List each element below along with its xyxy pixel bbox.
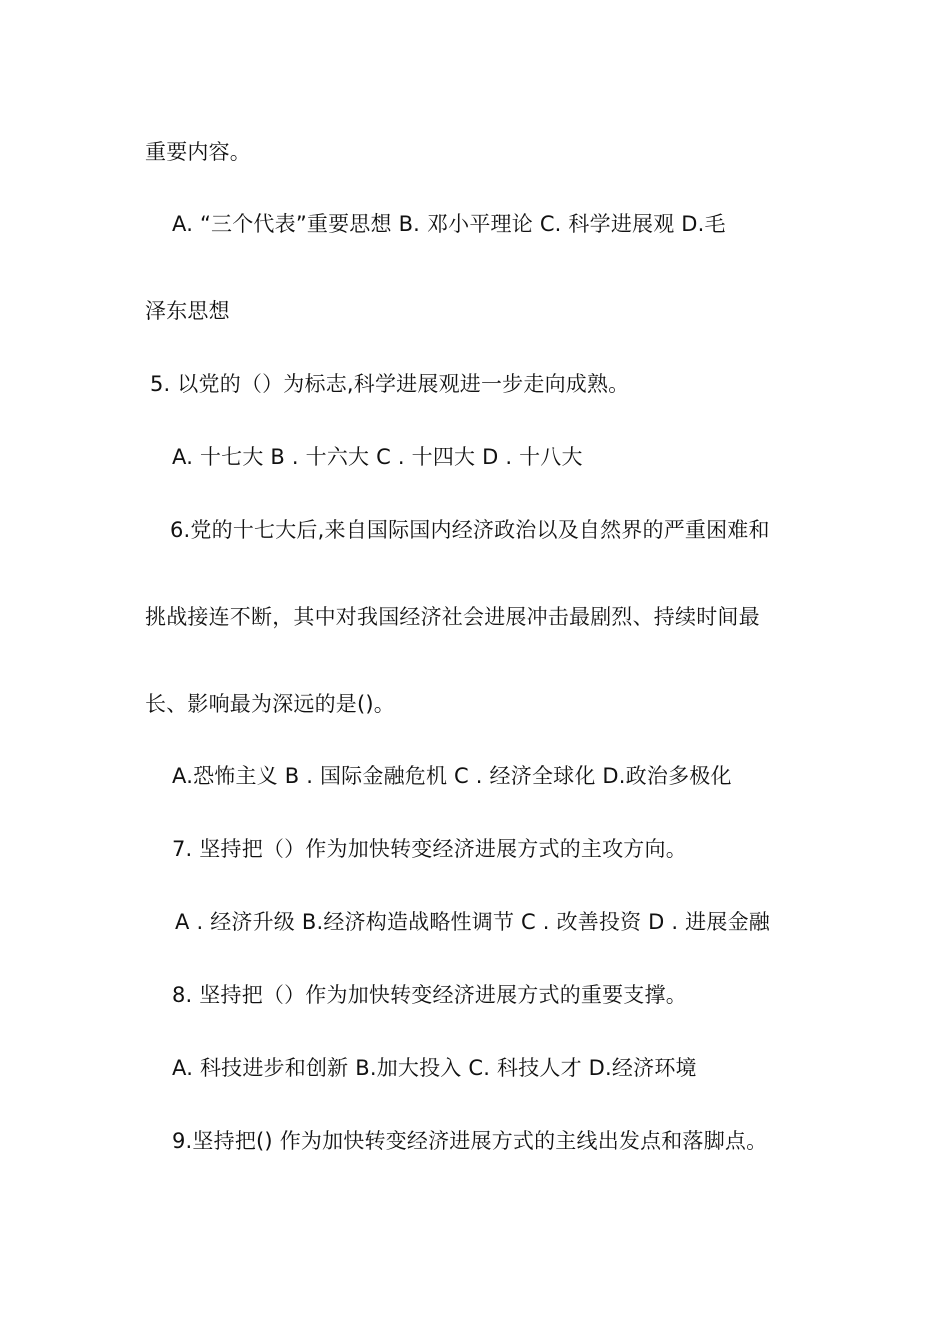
question-7-options: A . 经济升级 B.经济构造战略性调节 C . 改善投资 D . 进展金融 xyxy=(175,910,770,934)
question-8-options: A. 科技进步和创新 B.加大投入 C. 科技人才 D.经济环境 xyxy=(172,1056,697,1080)
text-line-continuation: 重要内容。 xyxy=(145,140,251,164)
question-7: 7. 坚持把（）作为加快转变经济进展方式的主攻方向。 xyxy=(172,837,687,861)
question-8: 8. 坚持把（）作为加快转变经济进展方式的重要支撑。 xyxy=(172,983,687,1007)
question-9: 9.坚持把() 作为加快转变经济进展方式的主线出发点和落脚点。 xyxy=(172,1129,768,1153)
question-4-options: A. “三个代表”重要思想 B. 邓小平理论 C. 科学进展观 D.毛 xyxy=(172,212,726,236)
question-6-continuation-1: 挑战接连不断，其中对我国经济社会进展冲击最剧烈、持续时间最 xyxy=(145,605,760,629)
question-4-options-continuation: 泽东思想 xyxy=(145,299,230,323)
question-6-continuation-2: 长、影响最为深远的是()。 xyxy=(145,692,395,716)
question-5: 5. 以党的（）为标志,科学进展观进一步走向成熟。 xyxy=(150,372,630,396)
question-5-options: A. 十七大 B . 十六大 C . 十四大 D . 十八大 xyxy=(172,445,583,469)
question-6-options: A.恐怖主义 B . 国际金融危机 C . 经济全球化 D.政治多极化 xyxy=(172,764,732,788)
question-6: 6.党的十七大后,来自国际国内经济政治以及自然界的严重困难和 xyxy=(170,518,770,542)
